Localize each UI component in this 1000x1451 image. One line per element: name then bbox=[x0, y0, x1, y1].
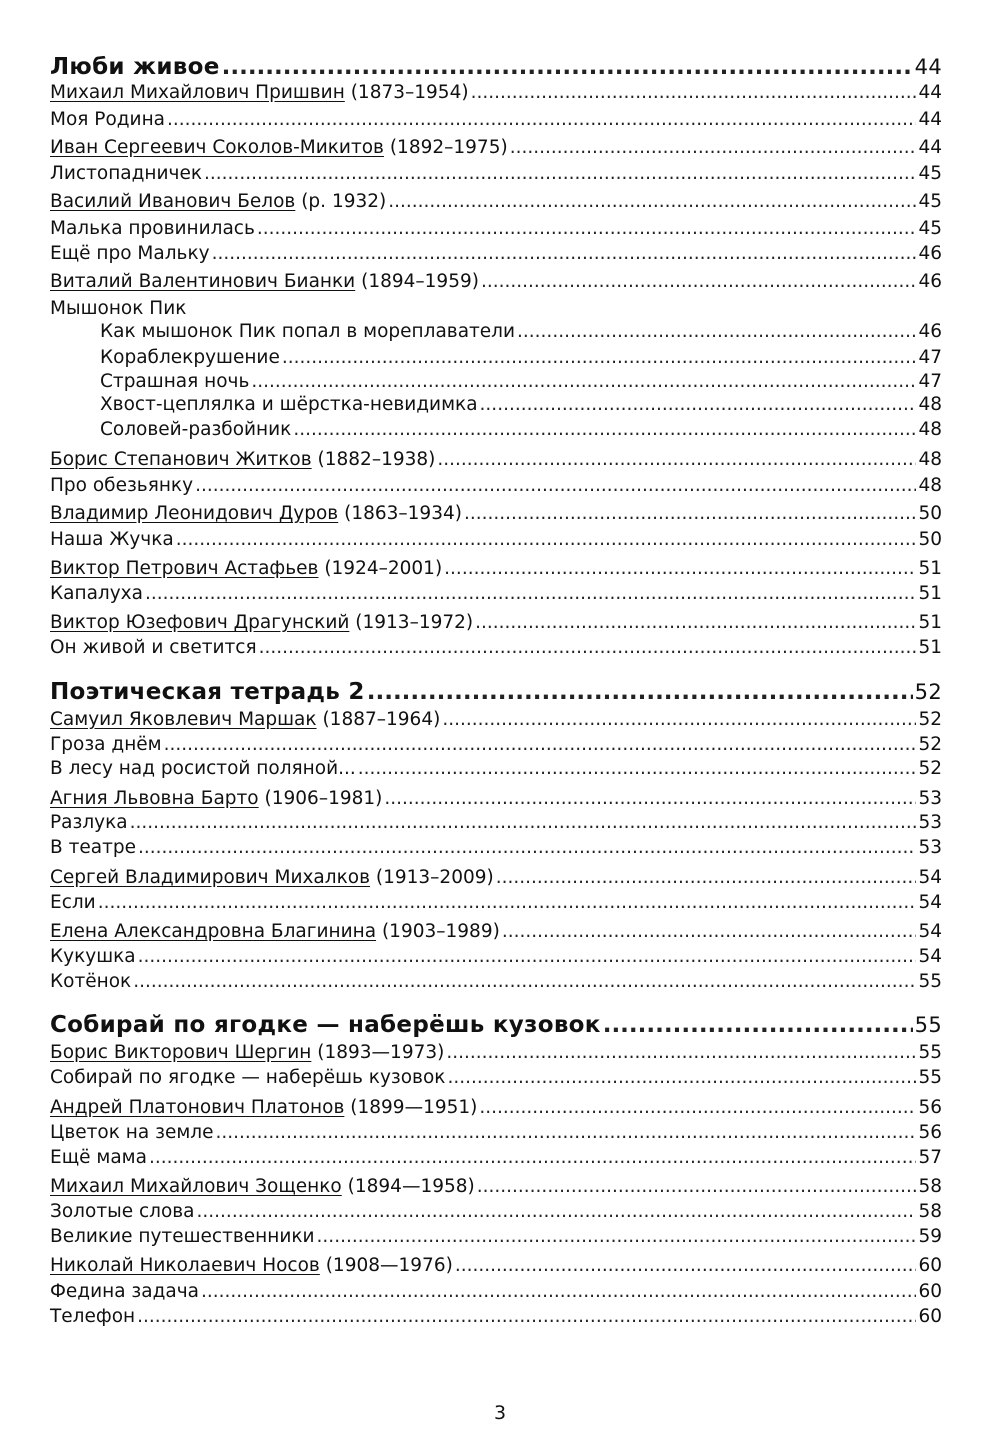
leader-dots bbox=[137, 1306, 916, 1327]
toc-entry bbox=[50, 1067, 942, 1088]
toc-subentry bbox=[50, 394, 942, 415]
leader-dots bbox=[98, 892, 917, 913]
author-years: (1873–1954) bbox=[350, 82, 469, 103]
leader-dots bbox=[293, 419, 916, 440]
leader-dots bbox=[212, 243, 917, 264]
entry-title: Ещё про Мальку bbox=[50, 243, 210, 264]
page-ref: 53 bbox=[918, 788, 942, 809]
entry-title: Капалуха bbox=[50, 583, 143, 604]
toc-entry bbox=[50, 812, 942, 833]
author-line bbox=[50, 558, 442, 579]
author-line bbox=[50, 921, 500, 942]
leader-dots bbox=[195, 475, 916, 496]
toc-subentry bbox=[50, 321, 942, 342]
leader-dots bbox=[444, 558, 916, 579]
toc-entry bbox=[50, 837, 942, 858]
page-ref: 52 bbox=[918, 734, 942, 755]
author-line bbox=[50, 788, 382, 809]
page-ref: 44 bbox=[918, 109, 942, 130]
toc-entry bbox=[50, 1201, 942, 1222]
author-name: Михаил Михайлович Зощенко bbox=[50, 1176, 342, 1197]
leader-dots bbox=[603, 1012, 913, 1038]
leader-dots bbox=[475, 612, 916, 633]
author-years: (1908—1976) bbox=[325, 1255, 453, 1276]
toc-author-entry bbox=[50, 709, 942, 730]
toc-entry bbox=[50, 971, 942, 992]
page-ref: 47 bbox=[918, 371, 942, 392]
toc-entry bbox=[50, 529, 942, 550]
entry-title: В театре bbox=[50, 837, 136, 858]
leader-dots bbox=[197, 1201, 917, 1222]
leader-dots bbox=[384, 788, 916, 809]
entry-title: Малька провинилась bbox=[50, 218, 255, 239]
author-name: Василий Иванович Белов bbox=[50, 191, 296, 212]
toc-author-entry bbox=[50, 612, 942, 633]
leader-dots bbox=[216, 1122, 917, 1143]
author-name: Агния Львовна Барто bbox=[50, 788, 259, 809]
page-ref: 55 bbox=[918, 1067, 942, 1088]
toc-subentry bbox=[50, 347, 942, 368]
page-ref: 59 bbox=[918, 1226, 942, 1247]
author-years: (1903–1989) bbox=[381, 921, 500, 942]
toc-author-entry bbox=[50, 558, 942, 579]
author-line bbox=[50, 137, 508, 158]
entry-title: Про обезьянку bbox=[50, 475, 194, 496]
entry-title: Гроза днём bbox=[50, 734, 162, 755]
entry-title: Котёнок bbox=[50, 971, 132, 992]
toc-section bbox=[50, 54, 942, 80]
page-ref: 53 bbox=[918, 837, 942, 858]
toc-author-entry bbox=[50, 867, 942, 888]
toc-author-entry bbox=[50, 503, 942, 524]
section-title: Поэтическая тетрадь 2 bbox=[50, 679, 365, 705]
leader-dots bbox=[517, 321, 916, 342]
leader-dots bbox=[502, 921, 917, 942]
toc-entry bbox=[50, 298, 942, 319]
leader-dots bbox=[358, 758, 917, 779]
page-ref: 48 bbox=[918, 475, 942, 496]
leader-dots bbox=[133, 971, 916, 992]
leader-dots bbox=[481, 271, 916, 292]
leader-dots bbox=[447, 1067, 916, 1088]
leader-dots bbox=[167, 109, 916, 130]
leader-dots bbox=[145, 583, 916, 604]
entry-title: Листопадничек bbox=[50, 163, 203, 184]
entry-title: Мышонок Пик bbox=[50, 298, 187, 319]
author-years: (1887–1964) bbox=[322, 709, 441, 730]
author-name: Виктор Юзефович Драгунский bbox=[50, 612, 350, 633]
toc-subentry bbox=[50, 419, 942, 440]
toc-entry bbox=[50, 892, 942, 913]
page-ref: 46 bbox=[918, 271, 942, 292]
leader-dots bbox=[496, 867, 917, 888]
author-line bbox=[50, 1255, 453, 1276]
toc-entry bbox=[50, 946, 942, 967]
page-ref: 51 bbox=[918, 583, 942, 604]
toc-author-entry bbox=[50, 921, 942, 942]
toc-entry bbox=[50, 637, 942, 658]
toc-entry bbox=[50, 1281, 942, 1302]
leader-dots bbox=[437, 449, 916, 470]
author-name: Николай Николаевич Носов bbox=[50, 1255, 320, 1276]
leader-dots bbox=[367, 679, 913, 705]
author-name: Виталий Валентинович Бианки bbox=[50, 271, 356, 292]
page-ref: 45 bbox=[918, 191, 942, 212]
page-ref: 55 bbox=[918, 1042, 942, 1063]
page-ref: 52 bbox=[918, 758, 942, 779]
entry-title: Великие путешественники bbox=[50, 1226, 315, 1247]
author-name: Андрей Платонович Платонов bbox=[50, 1097, 345, 1118]
page-ref: 54 bbox=[918, 921, 942, 942]
page-ref: 60 bbox=[918, 1306, 942, 1327]
author-years: (1863–1934) bbox=[344, 503, 462, 524]
author-years: (1924–2001) bbox=[324, 558, 443, 579]
toc-author-entry bbox=[50, 82, 942, 103]
toc-author-entry bbox=[50, 788, 942, 809]
leader-dots bbox=[138, 946, 917, 967]
page-ref: 44 bbox=[918, 137, 942, 158]
page-ref: 47 bbox=[918, 347, 942, 368]
author-line bbox=[50, 449, 435, 470]
author-name: Иван Сергеевич Соколов-Микитов bbox=[50, 137, 384, 158]
entry-title: Разлука bbox=[50, 812, 128, 833]
entry-title: Страшная ночь bbox=[100, 371, 250, 392]
author-name: Борис Степанович Житков bbox=[50, 449, 312, 470]
author-years: (1894—1958) bbox=[347, 1176, 475, 1197]
author-line bbox=[50, 82, 469, 103]
leader-dots bbox=[282, 347, 917, 368]
leader-dots bbox=[259, 637, 917, 658]
author-line bbox=[50, 271, 479, 292]
author-line bbox=[50, 1176, 475, 1197]
page-ref: 50 bbox=[918, 529, 942, 550]
toc-author-entry bbox=[50, 137, 942, 158]
page-ref: 46 bbox=[918, 243, 942, 264]
page-ref: 51 bbox=[918, 612, 942, 633]
toc-entry bbox=[50, 475, 942, 496]
toc-entry bbox=[50, 218, 942, 239]
leader-dots bbox=[446, 1042, 916, 1063]
toc-entry bbox=[50, 734, 942, 755]
page-ref: 46 bbox=[918, 321, 942, 342]
author-name: Владимир Леонидович Дуров bbox=[50, 503, 339, 524]
toc-author-entry bbox=[50, 191, 942, 212]
page-ref: 48 bbox=[918, 419, 942, 440]
leader-dots bbox=[510, 137, 917, 158]
entry-title: В лесу над росистой поляной... bbox=[50, 758, 356, 779]
author-line bbox=[50, 612, 473, 633]
page-ref: 51 bbox=[918, 637, 942, 658]
page-ref: 45 bbox=[918, 218, 942, 239]
leader-dots bbox=[164, 734, 917, 755]
author-years: (1892–1975) bbox=[389, 137, 508, 158]
entry-title: Федина задача bbox=[50, 1281, 200, 1302]
author-line bbox=[50, 867, 494, 888]
entry-title: Если bbox=[50, 892, 96, 913]
leader-dots bbox=[464, 503, 916, 524]
entry-title: Цветок на земле bbox=[50, 1122, 214, 1143]
toc-author-entry bbox=[50, 1097, 942, 1118]
author-name: Самуил Яковлевич Маршак bbox=[50, 709, 317, 730]
page-ref: 50 bbox=[918, 503, 942, 524]
toc-subentry bbox=[50, 371, 942, 392]
entry-title: Соловей-разбойник bbox=[100, 419, 292, 440]
author-name: Елена Александровна Благинина bbox=[50, 921, 377, 942]
leader-dots bbox=[149, 1147, 916, 1168]
toc-entry bbox=[50, 1226, 942, 1247]
leader-dots bbox=[257, 218, 917, 239]
page-ref: 55 bbox=[914, 1013, 942, 1037]
author-line bbox=[50, 191, 386, 212]
page-ref: 53 bbox=[918, 812, 942, 833]
leader-dots bbox=[477, 1176, 917, 1197]
page-ref: 48 bbox=[918, 394, 942, 415]
entry-title: Кукушка bbox=[50, 946, 136, 967]
author-years: (1894–1959) bbox=[361, 271, 479, 292]
leader-dots bbox=[251, 371, 916, 392]
toc-entry bbox=[50, 583, 942, 604]
entry-title: Хвост-цеплялка и шёрстка-невидимка bbox=[100, 394, 478, 415]
author-line bbox=[50, 1097, 477, 1118]
author-line bbox=[50, 503, 462, 524]
toc-author-entry bbox=[50, 449, 942, 470]
page-ref: 56 bbox=[918, 1122, 942, 1143]
entry-title: Собирай по ягодке — наберёшь кузовок bbox=[50, 1067, 446, 1088]
entry-title: Ещё мама bbox=[50, 1147, 147, 1168]
entry-title: Он живой и светится bbox=[50, 637, 257, 658]
leader-dots bbox=[201, 1281, 916, 1302]
toc-entry bbox=[50, 758, 942, 779]
author-years: (1882–1938) bbox=[317, 449, 436, 470]
leader-dots bbox=[204, 163, 916, 184]
author-years: (1913–2009) bbox=[375, 867, 494, 888]
page-ref: 54 bbox=[918, 946, 942, 967]
leader-dots bbox=[317, 1226, 917, 1247]
entry-title: Золотые слова bbox=[50, 1201, 195, 1222]
page-ref: 58 bbox=[918, 1176, 942, 1197]
leader-dots bbox=[455, 1255, 917, 1276]
page-ref: 55 bbox=[918, 971, 942, 992]
toc-entry bbox=[50, 1147, 942, 1168]
page-ref: 52 bbox=[918, 709, 942, 730]
author-years: (1913–1972) bbox=[355, 612, 474, 633]
leader-dots bbox=[388, 191, 916, 212]
entry-title: Наша Жучка bbox=[50, 529, 174, 550]
entry-title: Моя Родина bbox=[50, 109, 166, 130]
author-years: (р. 1932) bbox=[301, 191, 387, 212]
author-years: (1899—1951) bbox=[350, 1097, 478, 1118]
author-name: Сергей Владимирович Михалков bbox=[50, 867, 370, 888]
toc-entry bbox=[50, 1122, 942, 1143]
leader-dots bbox=[130, 812, 917, 833]
page-number: 3 bbox=[493, 1402, 507, 1424]
toc-entry bbox=[50, 109, 942, 130]
toc-section bbox=[50, 679, 942, 705]
page-ref: 60 bbox=[918, 1281, 942, 1302]
author-years: (1893—1973) bbox=[317, 1042, 445, 1063]
toc-author-entry bbox=[50, 1176, 942, 1197]
leader-dots bbox=[471, 82, 917, 103]
entry-title: Кораблекрушение bbox=[100, 347, 280, 368]
page-ref: 60 bbox=[918, 1255, 942, 1276]
author-name: Виктор Петрович Астафьев bbox=[50, 558, 319, 579]
leader-dots bbox=[138, 837, 916, 858]
leader-dots bbox=[176, 529, 917, 550]
toc-section bbox=[50, 1012, 942, 1038]
page-ref: 51 bbox=[918, 558, 942, 579]
author-line bbox=[50, 1042, 444, 1063]
page-ref: 57 bbox=[918, 1147, 942, 1168]
page-ref: 44 bbox=[918, 82, 942, 103]
section-title: Собирай по ягодке — наберёшь кузовок bbox=[50, 1012, 601, 1038]
page-ref: 48 bbox=[918, 449, 942, 470]
entry-title: Телефон bbox=[50, 1306, 136, 1327]
toc-author-entry bbox=[50, 1042, 942, 1063]
page-ref: 56 bbox=[918, 1097, 942, 1118]
leader-dots bbox=[480, 394, 917, 415]
entry-title: Как мышонок Пик попал в мореплаватели bbox=[100, 321, 516, 342]
section-title: Люби живое bbox=[50, 54, 220, 80]
toc-author-entry bbox=[50, 1255, 942, 1276]
page-ref: 58 bbox=[918, 1201, 942, 1222]
leader-dots bbox=[442, 709, 916, 730]
page-ref: 45 bbox=[918, 163, 942, 184]
toc-entry bbox=[50, 1306, 942, 1327]
page-ref: 52 bbox=[914, 680, 942, 704]
toc-author-entry bbox=[50, 271, 942, 292]
page-ref: 54 bbox=[918, 867, 942, 888]
author-line bbox=[50, 709, 440, 730]
author-name: Михаил Михайлович Пришвин bbox=[50, 82, 345, 103]
leader-dots bbox=[479, 1097, 916, 1118]
leader-dots bbox=[222, 54, 913, 80]
page-ref: 44 bbox=[914, 55, 942, 79]
toc-entry bbox=[50, 163, 942, 184]
toc-entry bbox=[50, 243, 942, 264]
author-years: (1906–1981) bbox=[264, 788, 383, 809]
page-ref: 54 bbox=[918, 892, 942, 913]
author-name: Борис Викторович Шергин bbox=[50, 1042, 312, 1063]
